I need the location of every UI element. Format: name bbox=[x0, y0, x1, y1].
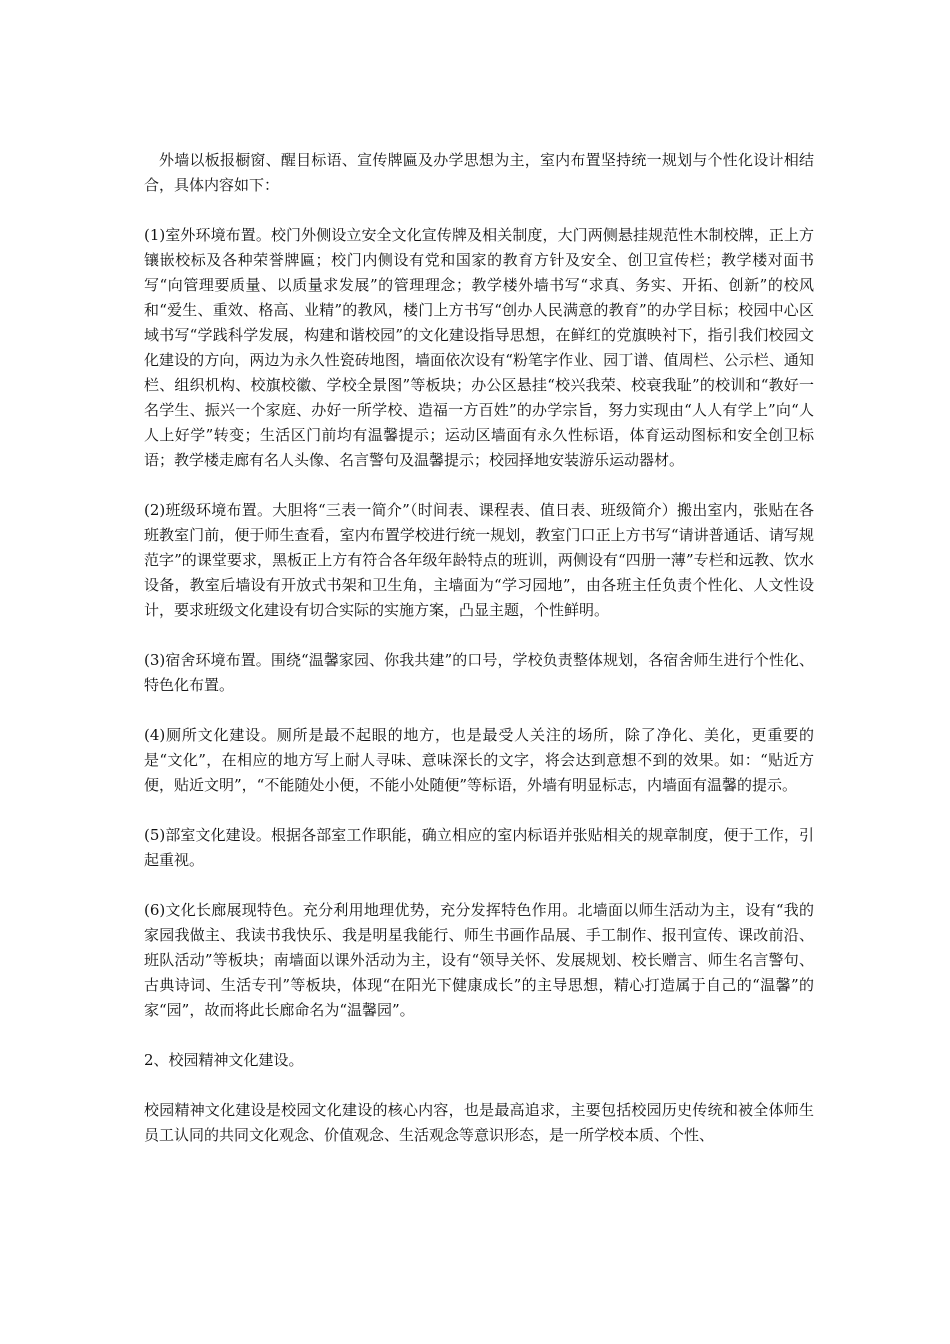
paragraph-culture-corridor: (6)文化长廊展现特色。充分利用地理优势，充分发挥特色作用。北墙面以师生活动为主，设有“我的家园我做主、我读书我快乐、我是明星我能行、师生书画作品展、手工制作、报刊宣传、课改前沿、班队活动”等板块；南墙面以课外活动为主，设有“领导关怀、发展规划、校长赠言、师生名言警句、古典诗词、生活专刊”等板块，体现“在阳光下健康成长”的主导思想，精心打造属于自己的“温馨”的家“园”，故而将此长廊命名为“温馨园”。 bbox=[144, 901, 814, 1019]
paragraph-class-environment: (2)班级环境布置。大胆将“三表一简介”（时间表、课程表、值日表、班级简介）搬出室内，张贴在各班教室门前，便于师生查看，室内布置学校进行统一规划，教室门口正上方书写“请讲普通话、请写规范字”的课堂要求，黑板正上方有符合各年级年龄特点的班训，两侧设有“四册一薄”专栏和远教、饮水设备，教室后墙设有开放式书架和卫生角，主墙面为“学习园地”，由各班主任负责个性化、人文性设计，要求班级文化建设有切合实际的实施方案，凸显主题，个性鲜明。 bbox=[144, 501, 814, 619]
section-heading-spiritual-culture: 2、校园精神文化建设。 bbox=[144, 1051, 304, 1069]
paragraph-outdoor-environment: (1)室外环境布置。校门外侧设立安全文化宣传牌及相关制度，大门两侧悬挂规范性木制校牌，正上方镶嵌校标及各种荣誉牌匾；校门内侧设有党和国家的教育方针及安全、创卫宣传栏；教学楼对面书写“向管理要质量、以质量求发展”的管理理念；教学楼外墙书写“求真、务实、开拓、创新”的校风和“爱生、重效、格高、业精”的教风，楼门上方书写“创办人民满意的教育”的办学目标；校园中心区域书写“学践科学发展，构建和谐校园”的文化建设指导思想，在鲜红的党旗映衬下，指引我们校园文化建设的方向，两边为永久性瓷砖地图，墙面依次设有“粉笔字作业、园丁谱、值周栏、公示栏、通知栏、组织机构、校旗校徽、学校全景图”等板块；办公区悬挂“校兴我荣、校衰我耻”的校训和“教好一名学生、振兴一个家庭、办好一所学校、造福一方百姓”的办学宗旨，努力实现由“人人有学上”向“人人上好学”转变；生活区门前均有温馨提示；运动区墙面有永久性标语，体育运动图标和安全创卫标语；教学楼走廊有名人头像、名言警句及温馨提示；校园择地安装游乐运动器材。 bbox=[144, 226, 814, 469]
document-body bbox=[144, 148, 814, 1173]
paragraph-spiritual-culture: 校园精神文化建设是校园文化建设的核心内容，也是最高追求，主要包括校园历史传统和被全体师生员工认同的共同文化观念、价值观念、生活观念等意识形态，是一所学校本质、个性、 bbox=[144, 1101, 814, 1144]
paragraph-toilet-culture: (4)厕所文化建设。厕所是最不起眼的地方，也是最受人关注的场所，除了净化、美化，更重要的是“文化”，在相应的地方写上耐人寻味、意味深长的文字，将会达到意想不到的效果。如：“贴近方便，贴近文明”，“不能随处小便，不能小处随便”等标语，外墙有明显标志，内墙面有温馨的提示。 bbox=[144, 726, 814, 794]
paragraph-dormitory-environment: (3)宿舍环境布置。围绕“温馨家园、你我共建”的口号，学校负责整体规划，各宿舍师生进行个性化、特色化布置。 bbox=[144, 651, 814, 694]
paragraph-intro: 外墙以板报橱窗、醒目标语、宣传牌匾及办学思想为主，室内布置坚持统一规划与个性化设计相结合，具体内容如下： bbox=[144, 151, 814, 194]
paragraph-department-culture: (5)部室文化建设。根据各部室工作职能，确立相应的室内标语并张贴相关的规章制度，便于工作，引起重视。 bbox=[144, 826, 814, 869]
